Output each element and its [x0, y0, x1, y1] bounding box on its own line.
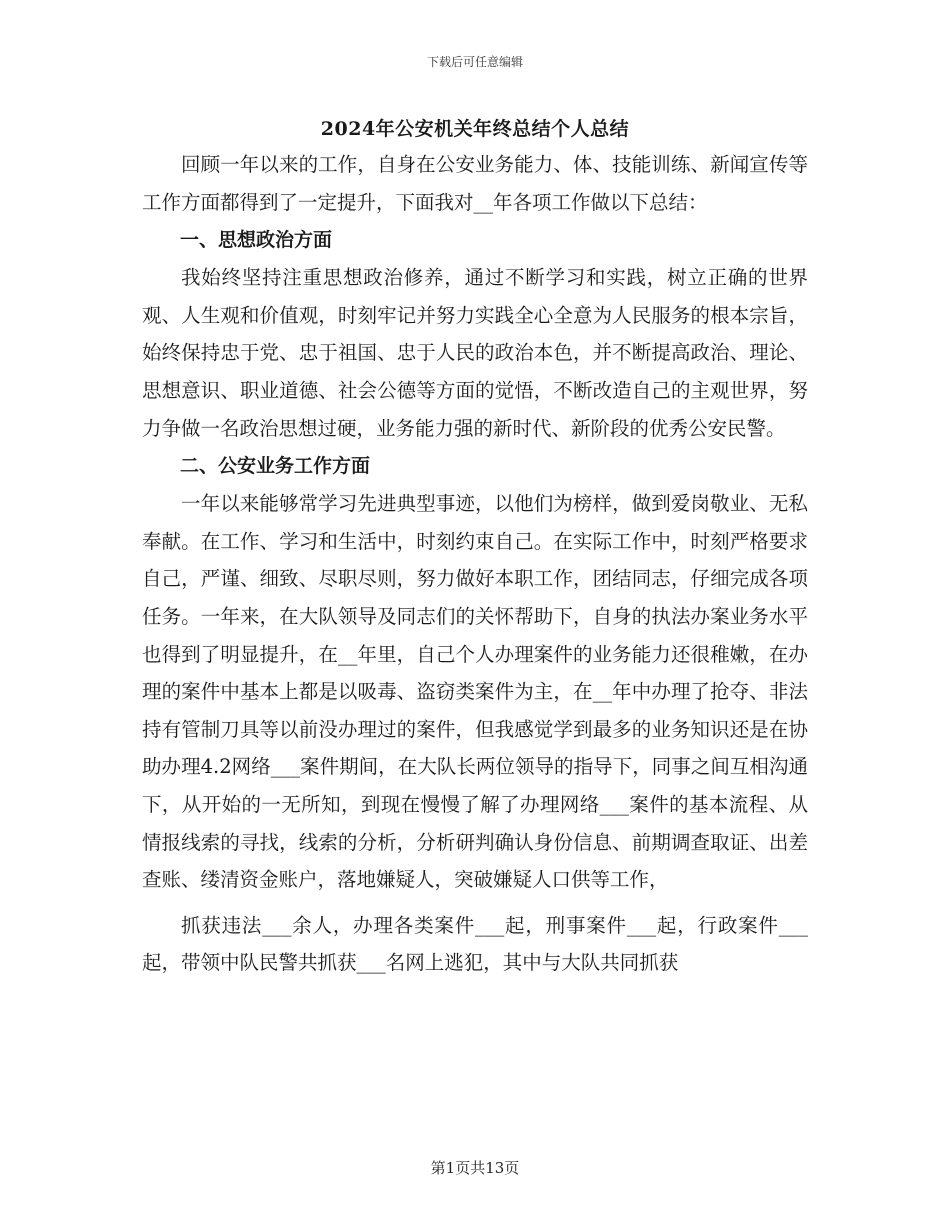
section-business-paragraph-2: 抓获违法___余人，办理各类案件___起，刑事案件___起，行政案件___起，带领中队民警共抓获___名网上逃犯，其中与大队共同抓获: [142, 913, 808, 975]
section-politics-paragraph: 我始终坚持注重思想政治修养，通过不断学习和实践，树立正确的世界观、人生观和价值观，时刻牢记并努力实践全心全意为人民服务的根本宗旨，始终保持忠于党、忠于祖国、忠于人民的政治本色，并不断提高政治、理论、思想意识、职业道德、社会公德等方面的觉悟，不断改造自己的主观世界，努力争做一名政治思想过硬，业务能力强的新时代、新阶段的优秀公安民警。: [142, 266, 808, 440]
document-body: [142, 146, 808, 982]
page-footer: 第1页共13页: [430, 1159, 520, 1177]
section-heading-business: 二、公安业务工作方面: [180, 455, 371, 478]
section-business-paragraph-1: 一年以来能够常学习先进典型事迹，以他们为榜样，做到爱岗敬业、无私奉献。在工作、学习和生活中，时刻约束自己。在实际工作中，时刻严格要求自己，严谨、细致、尽职尽则，努力做好本职工作，团结同志，仔细完成各项任务。一年来，在大队领导及同志们的关怀帮助下，自身的执法办案业务水平也得到了明显提升，在__年里，自己个人办理案件的业务能力还很稚嫩，在办理的案件中基本上都是以吸毒、盗窃类案件为主，在__年中办理了抢夺、非法持有管制刀具等以前没办理过的案件，但我感觉学到最多的业务知识还是在协助办理4.2网络___案件期间，在大队长两位领导的指导下，同事之间互相沟通下，从开始的一无所知，到现在慢慢了解了办理网络___案件的基本流程、从情报线索的寻找，线索的分析，分析研判确认身份信息、前期调查取证、出差查账、缕清资金账户，落地嫌疑人，突破嫌疑人口供等工作，: [142, 492, 808, 892]
document-title: 2024年公安机关年终总结个人总结: [320, 118, 630, 140]
section-heading-politics: 一、思想政治方面: [180, 229, 333, 252]
intro-paragraph: 回顾一年以来的工作，自身在公安业务能力、体、技能训练、新闻宣传等工作方面都得到了一定提升，下面我对__年各项工作做以下总结：: [142, 153, 808, 214]
header-note: 下载后可任意编辑: [426, 55, 523, 69]
